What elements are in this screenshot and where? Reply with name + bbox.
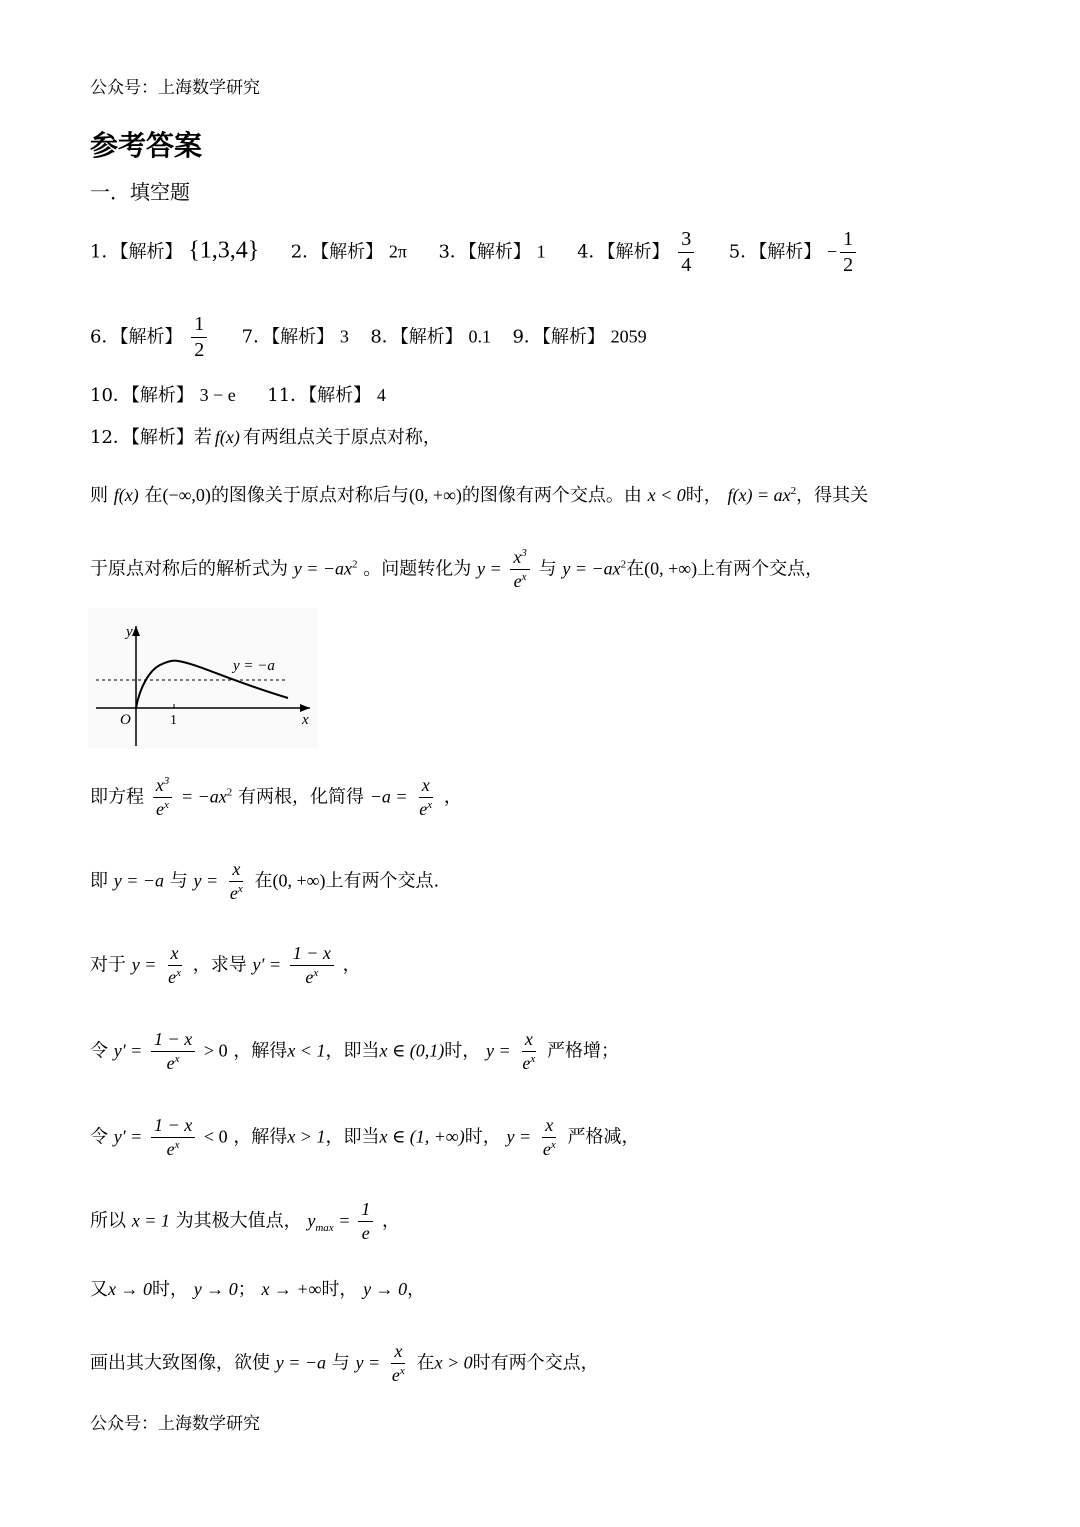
answer-value: 4 bbox=[376, 385, 386, 405]
q12-line-5: 即 y = −a 与 y = $\frac{x}{e^x}$ 在(0, +∞)上有两个交点. bbox=[90, 859, 440, 903]
q12-line-11: 画出其大致图像，欲使 y = −a 与 y = $\frac{x}{e^x}$ 在x > 0时有两个交点， bbox=[90, 1341, 599, 1385]
answer-tag: 【解析】 bbox=[320, 241, 384, 263]
answer-value: 2059 bbox=[610, 326, 647, 347]
answer-number: 2． bbox=[290, 241, 321, 263]
answer-fraction: $\frac{1}{2}$ bbox=[840, 229, 856, 276]
answer-number: 9． bbox=[512, 326, 542, 348]
answer-tag: 【解析】 bbox=[541, 326, 605, 348]
section-heading: 一．填空题 bbox=[90, 180, 190, 204]
answer-tag: 【解析】 bbox=[606, 241, 670, 263]
q12-line-8: 令 y′ = $\frac{1 - x}{e^x}$ < 0 ，解得x > 1，即当x ∈ (1, +∞)时， y = $\frac{x}{e^x}$ 严格减， bbox=[90, 1115, 640, 1159]
answer-tag: 【解析】 bbox=[308, 385, 372, 406]
answer-number: 1． bbox=[90, 241, 120, 263]
answer-value: {1,3,4} bbox=[188, 237, 260, 264]
answer-number: 10． bbox=[90, 385, 131, 406]
q12-line-1: 12．【解析】若 f(x) 有两组点关于原点对称， bbox=[90, 427, 441, 448]
q12-line-4: 即方程 $\frac{x^3}{e^x}$ = $-ax^2$ 有两根，化简得 −a = $\frac{x}{e^x}$ ， bbox=[90, 775, 462, 819]
answer-sign: − bbox=[826, 241, 838, 262]
answer-value: 3 bbox=[339, 326, 349, 347]
answer-tag: 【解析】 bbox=[130, 385, 194, 406]
answer-number: 8． bbox=[370, 326, 400, 348]
q12-line-9: 所以 x = 1 为其极大值点， $y_{max}$ = $\frac{1}{e}$ ， bbox=[90, 1199, 401, 1243]
q12-line-10: 又x → 0时， y → 0； x → +∞时， y → 0， bbox=[90, 1279, 426, 1300]
q12-line-7: 令 y′ = $\frac{1 - x}{e^x}$ > 0 ，解得x < 1，即当x ∈ (0,1)时， y = $\frac{x}{e^x}$ 严格增； bbox=[90, 1029, 619, 1073]
y-axis-label: y bbox=[126, 624, 133, 640]
answers-row-1 bbox=[90, 229, 859, 276]
x-axis-label: x bbox=[302, 712, 309, 728]
answer-number: 6． bbox=[90, 326, 120, 348]
answer-value: 1 bbox=[536, 241, 546, 262]
q12-line-2: 则 f(x) 在(−∞,0)的图像关于原点对称后与(0, +∞)的图像有两个交点。由 x < 0时， $f(x) = ax^2$，得其关 bbox=[90, 485, 869, 506]
answer-number: 11． bbox=[267, 385, 309, 406]
answer-number: 5． bbox=[728, 241, 759, 263]
line-label: y = −a bbox=[233, 658, 275, 674]
answers-row-3 bbox=[90, 386, 386, 405]
q12-line-6: 对于 y = $\frac{x}{e^x}$ ，求导 y′ = $\frac{1 - x}{e^x}$ ， bbox=[90, 943, 361, 987]
answer-number: 3． bbox=[438, 241, 468, 263]
answer-tag: 【解析】 bbox=[119, 241, 183, 263]
page-title: 参考答案 bbox=[90, 129, 203, 162]
answer-value: 0.1 bbox=[468, 326, 491, 347]
answer-number: 4． bbox=[577, 241, 607, 263]
tick-label: 1 bbox=[170, 713, 177, 728]
answer-fraction: $\frac{3}{4}$ bbox=[678, 229, 694, 276]
page-footer: 公众号：上海数学研究 bbox=[90, 1414, 260, 1434]
answer-tag: 【解析】 bbox=[119, 326, 183, 348]
function-graph bbox=[88, 608, 318, 748]
page-header: 公众号：上海数学研究 bbox=[90, 78, 260, 98]
answer-tag: 【解析】 bbox=[271, 326, 335, 348]
answer-number: 7． bbox=[241, 326, 272, 348]
answer-tag: 【解析】 bbox=[758, 241, 822, 263]
answer-tag: 【解析】 bbox=[467, 241, 531, 263]
q12-line-3: 于原点对称后的解析式为 $y = -ax^2$ 。问题转化为 y = $\frac{x^3}{e^x}$ 与 $y = -ax^2$在(0, +∞)上有两个交点， bbox=[90, 547, 824, 591]
origin-label: O bbox=[120, 712, 131, 728]
answer-tag: 【解析】 bbox=[399, 326, 463, 348]
answers-row-2 bbox=[90, 314, 647, 361]
answer-value: 2π bbox=[388, 241, 407, 262]
answer-value: 3 − e bbox=[199, 385, 236, 405]
answer-fraction: $\frac{1}{2}$ bbox=[191, 314, 207, 361]
